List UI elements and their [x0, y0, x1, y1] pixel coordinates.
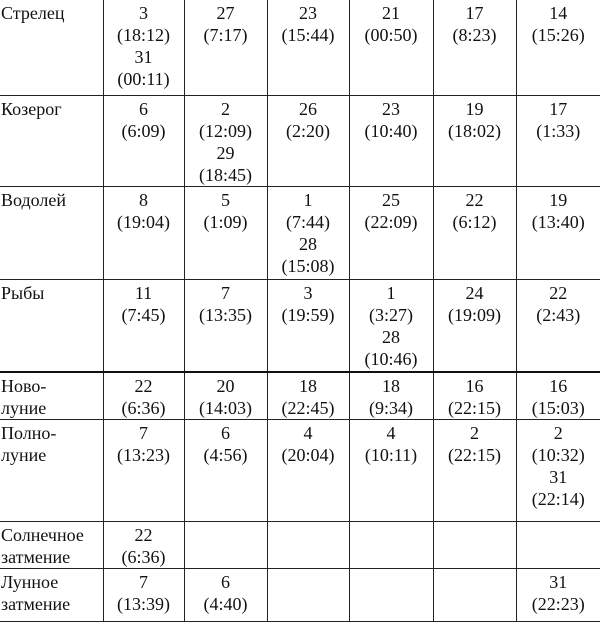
cell-day: 3	[104, 2, 184, 24]
row-label-text: Козерог	[1, 98, 103, 120]
table-row-new-moon	[0, 372, 600, 420]
cell-day: 24	[434, 282, 516, 304]
table-cell	[516, 569, 600, 622]
cell-time: (13:35)	[185, 304, 267, 326]
table-cell	[267, 569, 349, 622]
table-cell	[267, 0, 349, 95]
table-cell	[433, 420, 516, 522]
cell-time: (4:40)	[185, 593, 267, 615]
cell-time: (4:56)	[185, 444, 267, 466]
table-cell	[349, 522, 433, 569]
table-cell	[184, 569, 267, 622]
cell-time: (1:09)	[185, 211, 267, 233]
table-cell	[433, 95, 516, 186]
row-label	[0, 569, 103, 622]
row-label-text: Лунное	[1, 571, 103, 593]
table-cell	[349, 279, 433, 372]
table-cell	[184, 420, 267, 522]
cell-time: (00:50)	[350, 24, 433, 46]
cell-day: 7	[104, 571, 184, 593]
table-cell	[433, 186, 516, 279]
row-label-text: Полно-	[1, 422, 103, 444]
table-cell	[184, 186, 267, 279]
cell-time: (12:09)	[185, 120, 267, 142]
cell-day: 28	[350, 326, 433, 348]
cell-time: (8:23)	[434, 24, 516, 46]
table-cell	[103, 420, 184, 522]
cell-time: (7:44)	[268, 211, 349, 233]
cell-time: (9:34)	[350, 397, 433, 419]
cell-day: 28	[268, 233, 349, 255]
cell-time: (6:36)	[104, 397, 184, 419]
cell-day: 19	[517, 189, 600, 211]
table-cell	[103, 522, 184, 569]
table-row-sagittarius	[0, 0, 600, 95]
table-cell	[433, 279, 516, 372]
table-cell	[103, 186, 184, 279]
table-cell	[516, 95, 600, 186]
table-cell	[349, 0, 433, 95]
cell-day: 19	[434, 98, 516, 120]
cell-time: (10:40)	[350, 120, 433, 142]
table-cell	[267, 279, 349, 372]
row-label-text: Водолей	[1, 189, 103, 211]
cell-day: 21	[350, 2, 433, 24]
cell-day: 4	[350, 422, 433, 444]
table-row-lunar-eclipse	[0, 569, 600, 622]
table-cell	[433, 522, 516, 569]
cell-time: (19:09)	[434, 304, 516, 326]
cell-time: (15:44)	[268, 24, 349, 46]
cell-time: (22:15)	[434, 444, 516, 466]
row-label-text: затмение	[1, 546, 103, 568]
cell-time: (22:15)	[434, 397, 516, 419]
table-row-capricorn	[0, 95, 600, 186]
cell-day: 22	[517, 282, 600, 304]
row-label-text: Солнечное	[1, 524, 103, 546]
cell-time: (19:59)	[268, 304, 349, 326]
cell-day: 31	[517, 571, 600, 593]
row-label	[0, 522, 103, 569]
cell-day: 31	[517, 466, 600, 488]
cell-day: 5	[185, 189, 267, 211]
table-cell	[184, 279, 267, 372]
table-cell	[349, 420, 433, 522]
table-cell	[516, 420, 600, 522]
cell-time: (22:23)	[517, 593, 600, 615]
cell-day: 23	[350, 98, 433, 120]
table-cell	[184, 522, 267, 569]
cell-time: (22:45)	[268, 397, 349, 419]
cell-day: 3	[268, 282, 349, 304]
table-row-full-moon	[0, 420, 600, 522]
row-label	[0, 279, 103, 372]
cell-day: 6	[185, 571, 267, 593]
cell-time: (00:11)	[104, 68, 184, 90]
cell-day: 18	[268, 375, 349, 397]
cell-time: (19:04)	[104, 211, 184, 233]
cell-day: 27	[185, 2, 267, 24]
row-label	[0, 420, 103, 522]
cell-day: 17	[434, 2, 516, 24]
cell-day: 4	[268, 422, 349, 444]
cell-day: 26	[268, 98, 349, 120]
cell-time: (15:26)	[517, 24, 600, 46]
cell-day: 2	[185, 98, 267, 120]
row-label-text: луние	[1, 397, 103, 419]
cell-day: 6	[185, 422, 267, 444]
cell-time: (3:27)	[350, 304, 433, 326]
cell-time: (7:45)	[104, 304, 184, 326]
cell-day: 1	[268, 189, 349, 211]
table-cell	[267, 420, 349, 522]
table-row-pisces	[0, 279, 600, 372]
cell-time: (18:12)	[104, 24, 184, 46]
table-cell	[103, 569, 184, 622]
cell-day: 16	[517, 375, 600, 397]
cell-time: (2:43)	[517, 304, 600, 326]
table-cell	[516, 0, 600, 95]
cell-day: 23	[268, 2, 349, 24]
table-cell	[349, 95, 433, 186]
row-label	[0, 0, 103, 95]
table-cell	[349, 186, 433, 279]
row-label-text: Ново-	[1, 375, 103, 397]
cell-day: 18	[350, 375, 433, 397]
row-label-text: луние	[1, 444, 103, 466]
cell-time: (20:04)	[268, 444, 349, 466]
row-label-text: Стрелец	[1, 2, 103, 24]
cell-day: 17	[517, 98, 600, 120]
cell-day: 29	[185, 142, 267, 164]
cell-time: (10:32)	[517, 444, 600, 466]
cell-time: (10:46)	[350, 348, 433, 370]
table-cell	[433, 372, 516, 420]
cell-day: 6	[104, 98, 184, 120]
cell-day: 16	[434, 375, 516, 397]
table-cell	[516, 372, 600, 420]
table-cell	[267, 95, 349, 186]
row-label	[0, 372, 103, 420]
table-row-solar-eclipse	[0, 522, 600, 569]
cell-time: (22:09)	[350, 211, 433, 233]
cell-time: (10:11)	[350, 444, 433, 466]
cell-day: 11	[104, 282, 184, 304]
table-cell	[184, 0, 267, 95]
cell-time: (13:40)	[517, 211, 600, 233]
table-cell	[516, 522, 600, 569]
cell-day: 25	[350, 189, 433, 211]
cell-time: (6:12)	[434, 211, 516, 233]
table-cell	[103, 279, 184, 372]
cell-time: (22:14)	[517, 488, 600, 510]
table-cell	[349, 569, 433, 622]
row-label	[0, 186, 103, 279]
cell-time: (15:03)	[517, 397, 600, 419]
table-cell	[433, 0, 516, 95]
table-cell	[103, 0, 184, 95]
cell-day: 1	[350, 282, 433, 304]
cell-day: 22	[104, 524, 184, 546]
table-cell	[103, 372, 184, 420]
table-cell	[184, 95, 267, 186]
table-cell	[433, 569, 516, 622]
cell-time: (1:33)	[517, 120, 600, 142]
cell-time: (7:17)	[185, 24, 267, 46]
table-row-aquarius	[0, 186, 600, 279]
cell-day: 8	[104, 189, 184, 211]
cell-day: 2	[434, 422, 516, 444]
table-cell	[267, 522, 349, 569]
cell-day: 14	[517, 2, 600, 24]
row-label-text: Рыбы	[1, 282, 103, 304]
cell-time: (15:08)	[268, 255, 349, 277]
cell-time: (18:45)	[185, 164, 267, 186]
cell-time: (6:36)	[104, 546, 184, 568]
cell-time: (13:23)	[104, 444, 184, 466]
table-cell	[267, 372, 349, 420]
cell-day: 22	[434, 189, 516, 211]
cell-day: 7	[104, 422, 184, 444]
cell-day: 22	[104, 375, 184, 397]
table-cell	[103, 95, 184, 186]
cell-time: (13:39)	[104, 593, 184, 615]
cell-time: (18:02)	[434, 120, 516, 142]
cell-time: (6:09)	[104, 120, 184, 142]
table-cell	[349, 372, 433, 420]
cell-day: 2	[517, 422, 600, 444]
row-label	[0, 95, 103, 186]
cell-day: 20	[185, 375, 267, 397]
row-label-text: затмение	[1, 593, 103, 615]
cell-day: 7	[185, 282, 267, 304]
cell-time: (14:03)	[185, 397, 267, 419]
cell-day: 31	[104, 46, 184, 68]
cell-time: (2:20)	[268, 120, 349, 142]
table-cell	[184, 372, 267, 420]
table-cell	[516, 186, 600, 279]
table-cell	[516, 279, 600, 372]
table-cell	[267, 186, 349, 279]
